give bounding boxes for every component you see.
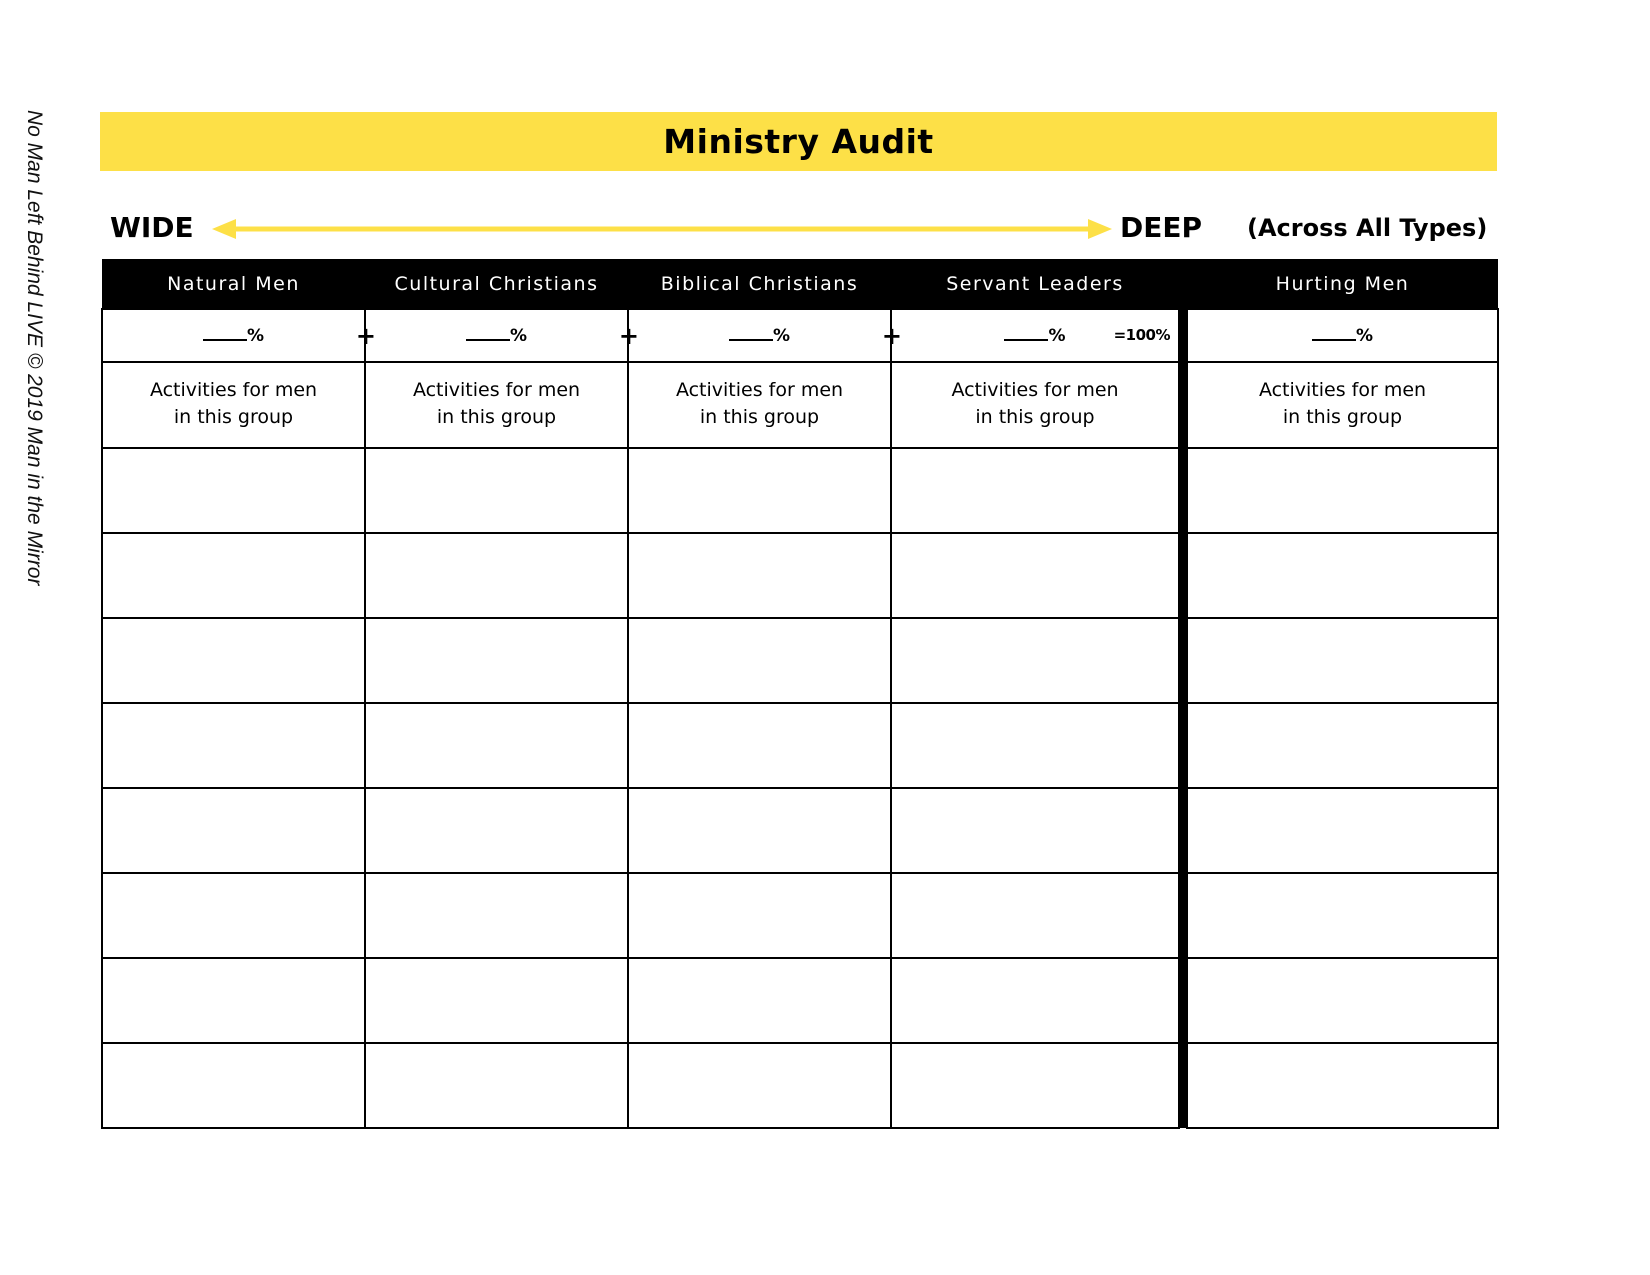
- entry-cell[interactable]: [1187, 873, 1498, 958]
- column-divider: [1179, 309, 1187, 362]
- header-row: [102, 259, 1498, 309]
- column-divider: [1179, 703, 1187, 788]
- column-divider: [1179, 448, 1187, 533]
- percent-sign: %: [246, 326, 265, 346]
- entry-cell[interactable]: [365, 788, 628, 873]
- column-divider: [1179, 788, 1187, 873]
- column-header: Natural Men: [102, 259, 365, 309]
- entry-cell[interactable]: [628, 448, 891, 533]
- scale-deep-label: DEEP: [1120, 211, 1203, 244]
- percent-cell[interactable]: [1187, 309, 1498, 362]
- activities-label: Activities for men in this group: [951, 379, 1119, 428]
- column-divider: [1179, 533, 1187, 618]
- plus-sign: +: [355, 322, 376, 350]
- entry-cell[interactable]: [628, 1043, 891, 1128]
- table-row: [102, 788, 1498, 873]
- percent-sign: %: [509, 326, 528, 346]
- percent-blank[interactable]: [466, 325, 510, 341]
- column-header: Hurting Men: [1187, 259, 1498, 309]
- entry-cell[interactable]: [1187, 448, 1498, 533]
- column-header: Cultural Christians: [365, 259, 628, 309]
- percent-sign: %: [1355, 326, 1374, 346]
- activities-label-cell: [628, 362, 891, 448]
- entry-cell[interactable]: [1187, 533, 1498, 618]
- entry-cell[interactable]: [891, 873, 1179, 958]
- copyright-credit: [23, 110, 76, 630]
- column-header: Servant Leaders: [891, 259, 1179, 309]
- activities-label-cell: [102, 362, 365, 448]
- column-divider: [1179, 873, 1187, 958]
- wide-deep-scale: [100, 205, 1500, 255]
- total-label: =100%: [1113, 326, 1170, 344]
- column-header: Biblical Christians: [628, 259, 891, 309]
- percent-cell[interactable]: [365, 309, 639, 362]
- column-divider: [1179, 362, 1187, 448]
- entry-cell[interactable]: [1187, 788, 1498, 873]
- entry-cell[interactable]: [102, 618, 365, 703]
- entry-cell[interactable]: [891, 1043, 1179, 1128]
- column-divider: [1179, 259, 1187, 309]
- entry-cell[interactable]: [1187, 618, 1498, 703]
- column-divider: [1179, 618, 1187, 703]
- double-arrow-icon: [212, 215, 1112, 243]
- table-row: [102, 873, 1498, 958]
- activities-label-cell: [1187, 362, 1498, 448]
- entry-cell[interactable]: [102, 788, 365, 873]
- audit-table: [101, 259, 1499, 1129]
- activities-label-cell: [365, 362, 628, 448]
- activities-label: Activities for men in this group: [1258, 379, 1427, 428]
- table-row: [102, 958, 1498, 1043]
- entry-cell[interactable]: [365, 1043, 628, 1128]
- scale-note: (Across All Types): [1247, 214, 1488, 242]
- entry-cell[interactable]: [628, 873, 891, 958]
- percent-blank[interactable]: [729, 325, 773, 341]
- entry-cell[interactable]: [891, 533, 1179, 618]
- entry-cell[interactable]: [891, 958, 1179, 1043]
- activities-label-cell: [891, 362, 1179, 448]
- entry-cell[interactable]: [102, 1043, 365, 1128]
- activities-label: Activities for men in this group: [412, 379, 581, 428]
- entry-cell[interactable]: [102, 533, 365, 618]
- entry-cell[interactable]: [891, 788, 1179, 873]
- table-row: [102, 448, 1498, 533]
- plus-sign: +: [881, 322, 902, 350]
- entry-cell[interactable]: [628, 618, 891, 703]
- entry-cell[interactable]: [365, 873, 628, 958]
- table-row: [102, 618, 1498, 703]
- column-divider: [1179, 958, 1187, 1043]
- entry-cell[interactable]: [891, 448, 1179, 533]
- percent-cell[interactable]: [891, 309, 1179, 362]
- title-banner: [100, 112, 1497, 171]
- percent-cell[interactable]: [628, 309, 902, 362]
- entry-cell[interactable]: [891, 703, 1179, 788]
- entry-cell[interactable]: [628, 703, 891, 788]
- activities-label: Activities for men in this group: [675, 379, 844, 428]
- entry-cell[interactable]: [365, 448, 628, 533]
- table-row: [102, 533, 1498, 618]
- entry-cell[interactable]: [365, 618, 628, 703]
- percent-blank[interactable]: [1004, 325, 1048, 341]
- entry-cell[interactable]: [102, 703, 365, 788]
- percent-sign: %: [1048, 326, 1066, 346]
- entry-cell[interactable]: [102, 873, 365, 958]
- plus-sign: +: [618, 322, 639, 350]
- page-title: Ministry Audit: [663, 122, 934, 161]
- scale-wide-label: WIDE: [110, 211, 194, 244]
- entry-cell[interactable]: [102, 958, 365, 1043]
- entry-cell[interactable]: [1187, 1043, 1498, 1128]
- entry-cell[interactable]: [1187, 958, 1498, 1043]
- entry-cell[interactable]: [365, 703, 628, 788]
- percent-cell[interactable]: [102, 309, 376, 362]
- activities-label: Activities for men in this group: [149, 379, 318, 428]
- table-row: [102, 703, 1498, 788]
- percent-blank[interactable]: [1312, 325, 1356, 341]
- percent-row: [102, 309, 1498, 362]
- entry-cell[interactable]: [891, 618, 1179, 703]
- entry-cell[interactable]: [1187, 703, 1498, 788]
- table-row: [102, 1043, 1498, 1128]
- entry-cell[interactable]: [102, 448, 365, 533]
- copyright-text: No Man Left Behind LIVE © 2019 Man in the Mirror: [23, 110, 46, 586]
- column-divider: [1179, 1043, 1187, 1128]
- percent-blank[interactable]: [203, 325, 247, 341]
- entry-cell[interactable]: [365, 958, 628, 1043]
- entry-cell[interactable]: [628, 958, 891, 1043]
- entry-cell[interactable]: [365, 533, 628, 618]
- entry-cell[interactable]: [628, 533, 891, 618]
- activities-label-row: [102, 362, 1498, 448]
- entry-cell[interactable]: [628, 788, 891, 873]
- percent-sign: %: [772, 326, 791, 346]
